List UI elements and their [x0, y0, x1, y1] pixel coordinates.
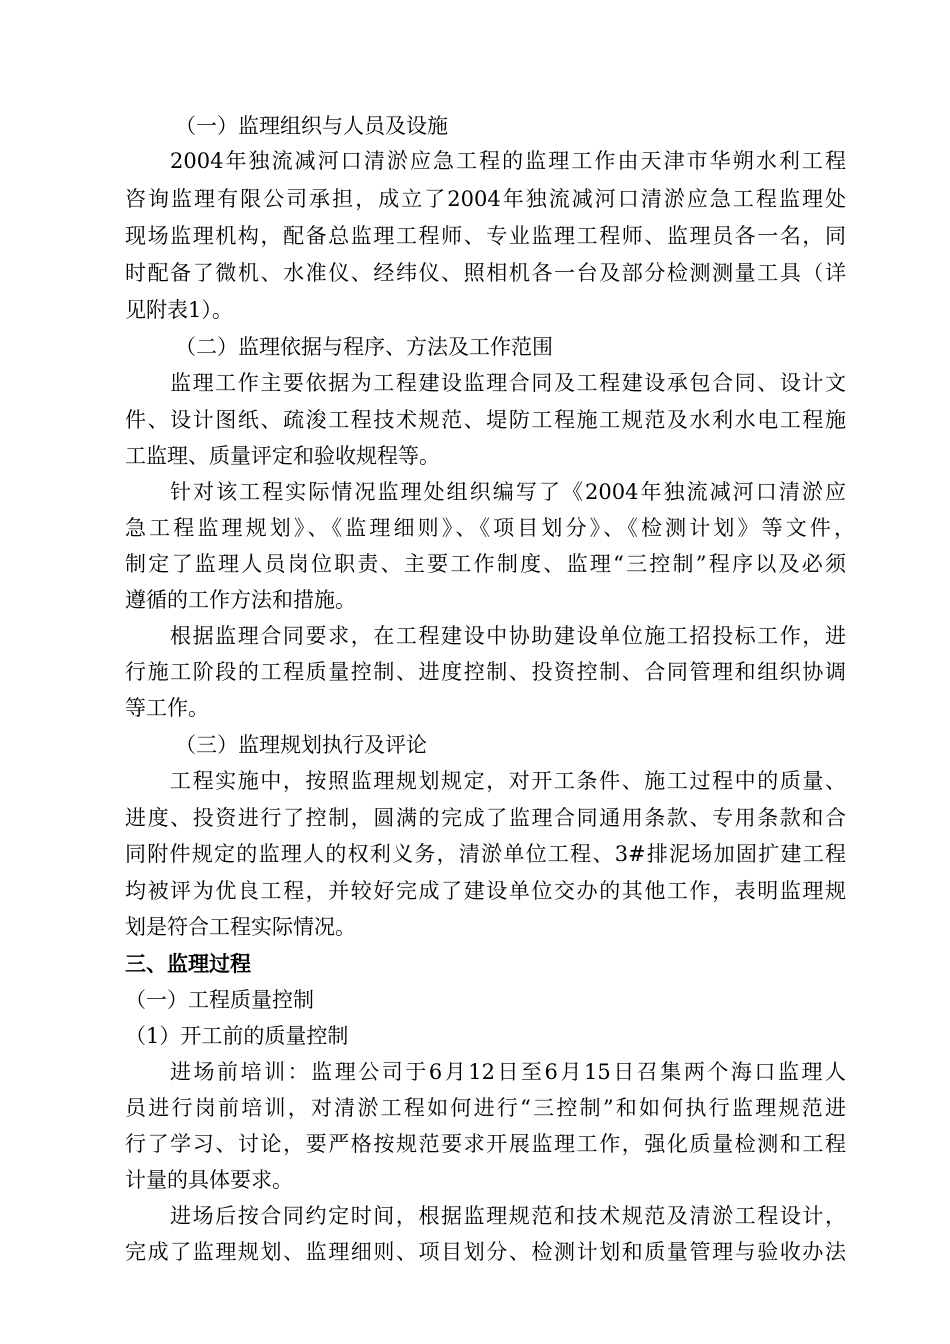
subheading-quality-control: （一）工程质量控制	[125, 988, 314, 1012]
paragraph-line: 划是符合工程实际情况。	[125, 915, 356, 939]
paragraph-line: 计量的具体要求。	[125, 1168, 293, 1192]
paragraph-line: 均被评为优良工程，并较好完成了建设单位交办的其他工作，表明监理规	[125, 879, 846, 903]
paragraph-line: 制定了监理人员岗位职责、主要工作制度、监理“三控制”程序以及必须	[125, 552, 846, 576]
paragraph-line: 工监理、质量评定和验收规程等。	[125, 444, 440, 468]
subheading-2: （二）监理依据与程序、方法及工作范围	[175, 335, 553, 359]
paragraph-line: 完成了监理规划、监理细则、项目划分、检测计划和质量管理与验收办法	[125, 1240, 846, 1264]
paragraph-line: 针对该工程实际情况监理处组织编写了《2004年独流减河口清淤应	[170, 480, 846, 504]
paragraph-line: 行了学习、讨论，要严格按规范要求开展监理工作，强化质量检测和工程	[125, 1132, 846, 1156]
paragraph-line: 同附件规定的监理人的权利义务，清淤单位工程、3#排泥场加固扩建工程	[125, 842, 846, 866]
subheading-1: （一）监理组织与人员及设施	[175, 114, 448, 138]
paragraph-line: 咨询监理有限公司承担，成立了2004年独流减河口清淤应急工程监理处	[125, 187, 846, 211]
paragraph-line: 进度、投资进行了控制，圆满的完成了监理合同通用条款、专用条款和合	[125, 806, 846, 830]
paragraph-line: 监理工作主要依据为工程建设监理合同及工程建设承包合同、设计文	[170, 371, 846, 395]
section-heading: 三、监理过程	[125, 951, 251, 976]
paragraph-line: 进场前培训：监理公司于6月12日至6月15日召集两个海口监理人	[170, 1060, 846, 1084]
paragraph-line: 进场后按合同约定时间，根据监理规范和技术规范及清淤工程设计，	[170, 1204, 846, 1228]
paragraph-line: 时配备了微机、水准仪、经纬仪、照相机各一台及部分检测测量工具（详	[125, 261, 846, 285]
paragraph-line: 工程实施中，按照监理规划规定，对开工条件、施工过程中的质量、	[170, 769, 846, 793]
paragraph-line: 遵循的工作方法和措施。	[125, 588, 356, 612]
subheading-3: （三）监理规划执行及评论	[175, 733, 427, 757]
paragraph-line: 件、设计图纸、疏浚工程技术规范、堤防工程施工规范及水利水电工程施	[125, 408, 846, 432]
paragraph-line: 行施工阶段的工程质量控制、进度控制、投资控制、合同管理和组织协调	[125, 660, 846, 684]
paragraph-line: 见附表1）。	[125, 298, 233, 322]
paragraph-line: 员进行岗前培训，对清淤工程如何进行“三控制”和如何执行监理规范进	[125, 1096, 846, 1120]
paragraph-line: 急工程监理规划》、《监理细则》、《项目划分》、《检测计划》等文件，	[125, 516, 855, 540]
paragraph-line: 根据监理合同要求，在工程建设中协助建设单位施工招投标工作，进	[170, 624, 846, 648]
paragraph-line: 现场监理机构，配备总监理工程师、专业监理工程师、监理员各一名，同	[125, 224, 846, 248]
paragraph-line: 2004年独流减河口清淤应急工程的监理工作由天津市华朔水利工程	[170, 149, 846, 173]
subheading-pre-construction: （1）开工前的质量控制	[125, 1024, 349, 1048]
paragraph-line: 等工作。	[125, 696, 209, 720]
